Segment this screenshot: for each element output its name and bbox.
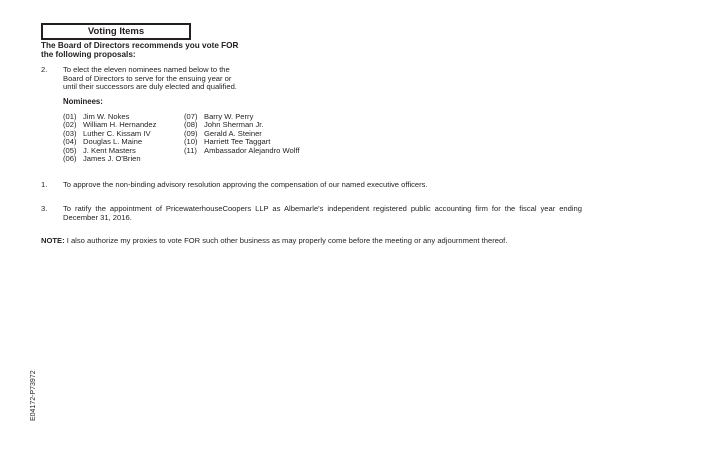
proposal-2-text: To elect the eleven nominees named below to the Board of Directors to serve for the ensuing year or until their successors are duly elected and qualified. <box>63 65 237 91</box>
nominee-name: Luther C. Kissam IV <box>83 128 151 138</box>
proposal-1-number: 1. <box>41 180 48 189</box>
nominee-name: Gerald A. Steiner <box>204 128 262 138</box>
nominee-name: J. Kent Masters <box>83 145 136 155</box>
note-label: NOTE: <box>41 236 65 245</box>
note-paragraph <box>41 237 601 246</box>
nominee-name: Ambassador Alejandro Wolff <box>204 145 300 155</box>
nominee-name: Barry W. Perry <box>204 112 254 121</box>
voting-items-title-box: Voting Items <box>41 23 191 40</box>
proposal-3-text: To ratify the appointment of PricewaterhouseCoopers LLP as Albemarle's independent registered public accounting firm for the fiscal year ending December 31, 2016. <box>63 204 582 222</box>
nominee-index: (03) <box>63 128 77 138</box>
nominees-label: Nominees: <box>63 97 103 106</box>
nominees-column-left <box>63 113 156 163</box>
nominee-name: Harriett Tee Taggart <box>204 137 271 147</box>
nominee-index: (08) <box>184 120 198 130</box>
note-text: I also authorize my proxies to vote FOR such other business as may properly come before the meeting or any adjournment thereof. <box>64 236 508 245</box>
board-recommendation: The Board of Directors recommends you vote FOR the following proposals: <box>41 41 239 59</box>
nominee-name: William H. Hernandez <box>83 120 157 130</box>
nominee-index: (10) <box>184 137 198 147</box>
nominee-index: (11) <box>184 145 197 155</box>
nominee-index: (04) <box>63 137 77 147</box>
proposal-3-number: 3. <box>41 204 48 213</box>
nominee-index: (05) <box>63 145 77 155</box>
side-control-code: E04172-P73972 <box>30 370 37 421</box>
nominee-index: (01) <box>63 112 77 121</box>
nominee-name: John Sherman Jr. <box>204 120 264 130</box>
nominee-name: James J. O'Brien <box>83 153 141 163</box>
nominee-name: Jim W. Nokes <box>83 112 130 121</box>
nominee-name: Douglas L. Maine <box>83 137 143 147</box>
nominee-index: (09) <box>184 128 198 138</box>
nominee-index: (02) <box>63 120 77 130</box>
proposal-1-text: To approve the non-binding advisory resolution approving the compensation of our named executive officers. <box>63 180 428 189</box>
nominee-index: (07) <box>184 112 198 121</box>
nominee-row <box>63 155 156 163</box>
nominee-row <box>184 147 300 155</box>
proposal-2-number: 2. <box>41 65 48 74</box>
nominee-index: (06) <box>63 153 77 163</box>
nominees-column-right <box>184 113 300 155</box>
